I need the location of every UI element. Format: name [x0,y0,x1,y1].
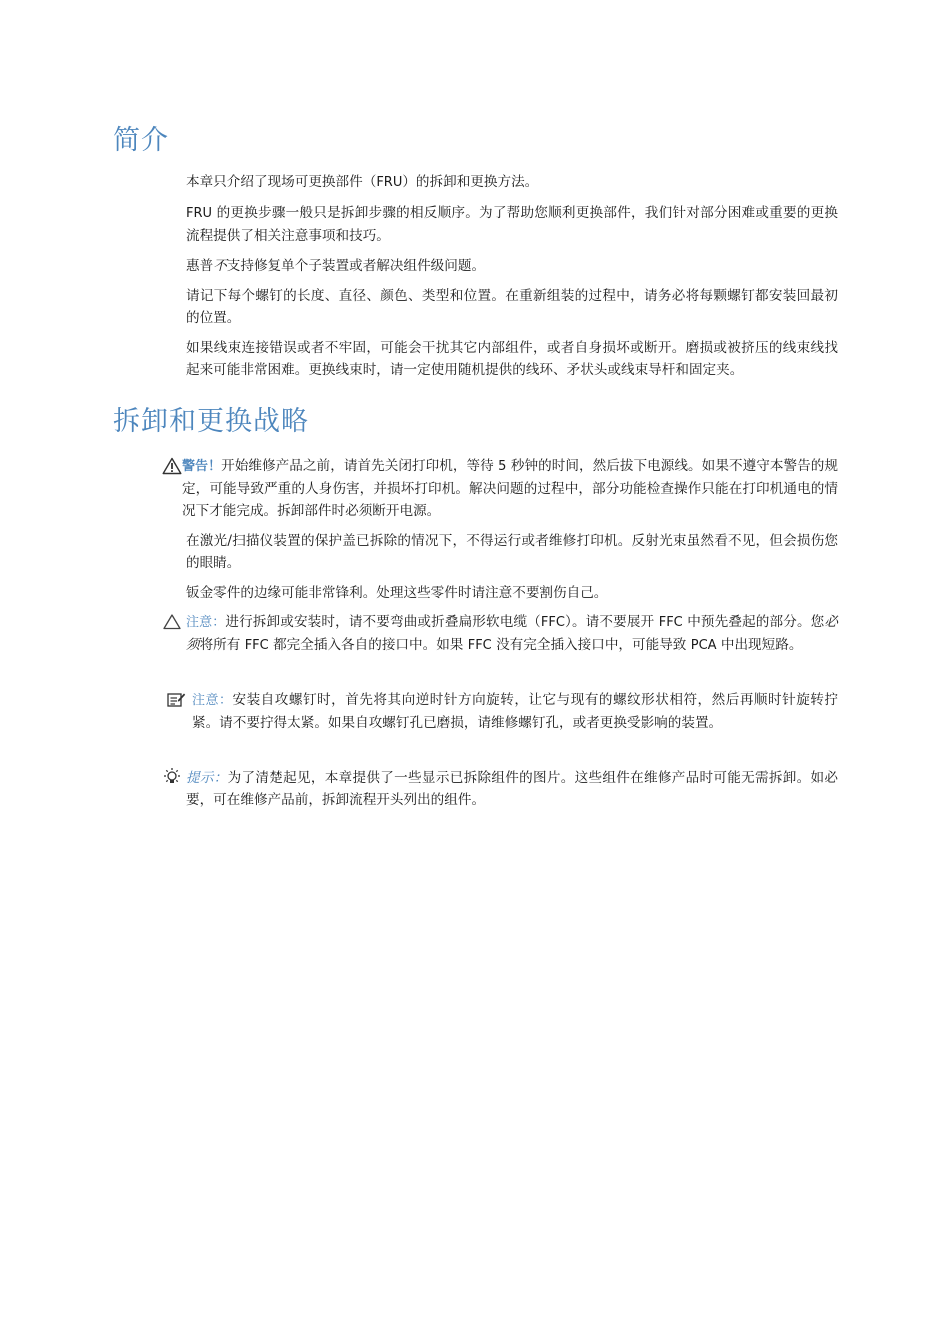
caution-label: 注意： [186,615,226,630]
note-callout [162,689,838,742]
number-seconds: 5 [498,459,507,474]
text-run: 为了清楚起见，本章提供了一些显示已拆除组件的图片。这些组件在维修产品时可能无需拆卸。如必要，可在维修产品前，拆卸流程开头列出的组件。 [186,770,839,808]
tip-paragraph [186,767,838,811]
term-ffc: FFC [244,638,269,653]
term-fru: FRU [186,206,213,221]
intro-paragraph-5: 如果线束连接错误或者不牢固，可能会干扰其它内部组件，或者自身损坏或断开。磨损或被挤压的线束线找起来可能非常困难。更换线束时，请一定使用随机提供的线环、矛状头或线束导杆和固定夹。 [186,340,838,378]
text-run: 的更换步骤一般只是拆卸步骤的相反顺序。为了帮助您顺利更换部件，我们针对部分困难或重要的更换流程提供了相关注意事项和技巧。 [186,205,838,244]
term-ffc: FFC [658,615,683,630]
emphasis-must: 必须 [186,614,838,653]
text-run: 中预先叠起的部分。您 [682,614,825,630]
intro-paragraph-2 [186,202,838,247]
warning-callout [162,455,838,612]
tip-callout [162,767,838,819]
intro-paragraph-1 [186,171,838,194]
text-run: ）的拆卸和更换方法。 [402,174,539,190]
section-title-strategy: 拆卸和更换战略 [113,406,309,437]
caution-callout [162,611,838,665]
intro-paragraph-4: 请记下每个螺钉的长度、直径、颜色、类型和位置。在重新组装的过程中，请务必将每颗螺钉都安装回最初的位置。 [186,288,838,326]
text-run: 进行拆卸或安装时，请不要弯曲或折叠扁形软电缆（ [225,614,541,630]
text-run: 将所有 [199,637,245,653]
warning-label: 警告！ [182,459,222,474]
note-paragraph [192,689,838,734]
warning-paragraph-1 [182,455,838,522]
term-ffc: FFC [540,615,565,630]
text-run: 安装自攻螺钉时，首先将其向逆时针方向旋转，让它与现有的螺纹形状相符，然后再顺时针旋转拧紧。请不要拧得太紧。如果自攻螺钉孔已磨损，请维修螺钉孔，或者更换受影响的装置。 [192,692,838,731]
section-title-intro: 简介 [113,125,169,156]
text-run: 秒钟的时间，然后拔下电源线。如果不遵守本警告的规定，可能导致严重的人身伤害，并损坏打印机。解决问题的过程中，部分功能检查操作只能在打印机通电的情况下才能完成。拆卸部件时必须断开电源。 [182,458,838,519]
caution-paragraph [186,611,838,657]
note-label: 注意： [192,693,233,708]
warning-triangle-icon [162,457,182,475]
text-run: 都完全插入各自的接口中。如果 [268,637,468,653]
text-run: 开始维修产品之前，请首先关闭打印机，等待 [221,458,499,474]
note-pad-icon [166,691,186,709]
intro-paragraph-3 [186,255,838,277]
emphasis-not: 不 [213,258,227,274]
text-run: 本章只介绍了现场可更换部件（ [186,174,377,190]
lightbulb-icon [162,767,182,787]
tip-label: 提示： [186,770,228,786]
text-run: 中出现短路。 [716,637,803,653]
intro-body [186,171,838,389]
text-run: ）。请不要展开 [564,614,659,630]
term-fru: FRU [376,175,403,190]
text-run: 惠普 [186,258,214,274]
warning-paragraph-3: 钣金零件的边缘可能非常锋利。处理这些零件时请注意不要割伤自己。 [186,585,608,601]
term-pca: PCA [690,638,717,653]
text-run: 没有完全插入接口中，可能导致 [491,637,691,653]
term-ffc: FFC [467,638,492,653]
text-run: 支持修复单个子装置或者解决组件级问题。 [226,258,486,274]
warning-paragraph-2: 在激光/扫描仪装置的保护盖已拆除的情况下，不得运行或者维修打印机。反射光束虽然看不见，但会损伤您的眼睛。 [186,533,838,571]
caution-triangle-icon [162,613,182,631]
